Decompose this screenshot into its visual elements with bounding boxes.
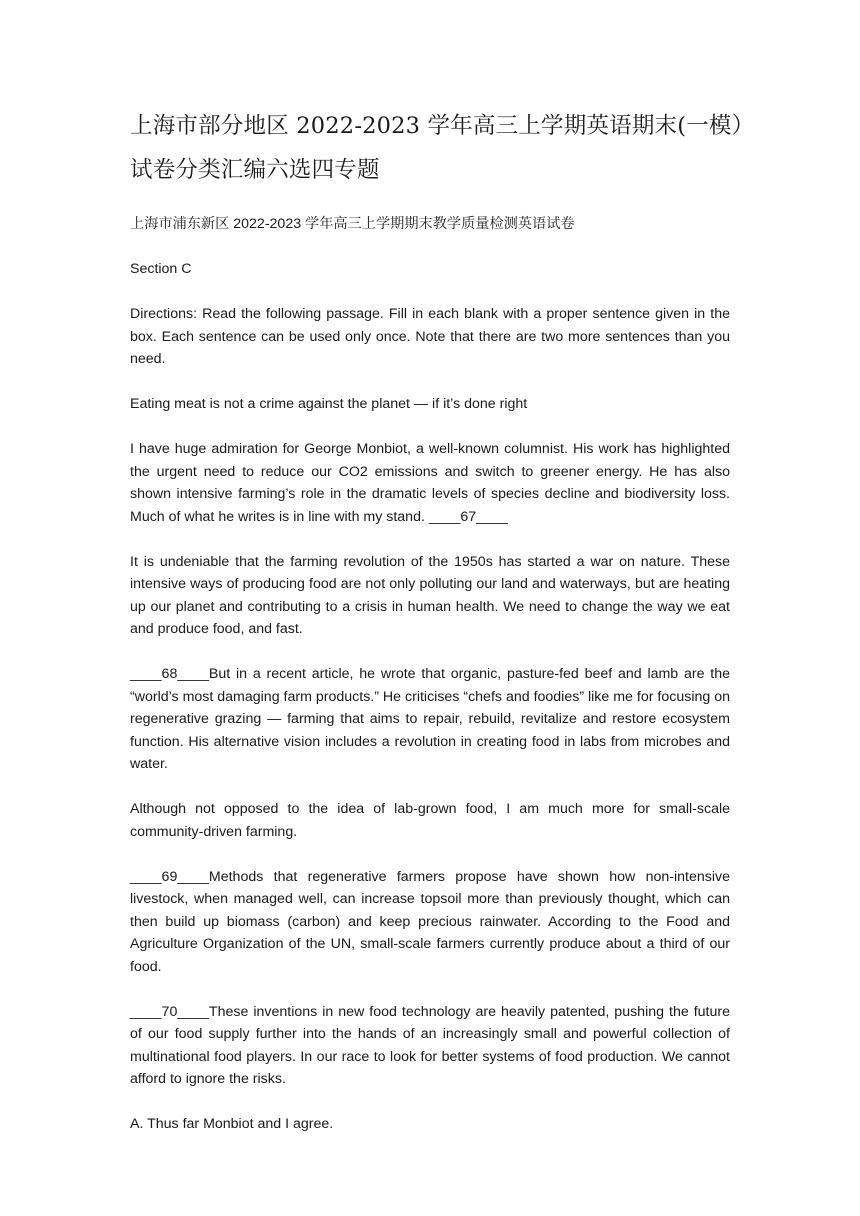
passage-title: Eating meat is not a crime against the planet — if it’s done right (130, 396, 528, 412)
paragraph-4: Although not opposed to the idea of lab-grown food, I am much more for small-scale community-driven farming. (130, 801, 730, 840)
exam-subtitle: 上海市浦东新区 2022-2023 学年高三上学期期末教学质量检测英语试卷 (130, 216, 575, 232)
document-page (130, 104, 755, 1136)
title-line-2: 试卷分类汇编六选四专题 (130, 157, 380, 183)
paragraph-3: ____68____But in a recent article, he wrote that organic, pasture-fed beef and lamb are the “world’s most damaging farm products.” He criticises “chefs and foodies” like me for focusing on regenerative grazing — farming that aims to repair, rebuild, revitalize and restore ecosystem function. His alternative vision includes a revolution in creating food in labs from microbes and water. (130, 666, 730, 772)
paragraph-6: ____70____These inventions in new food technology are heavily patented, pushing the future of our food supply further into the hands of an increasingly small and powerful collection of multinational food players. In our race to look for better systems of food production. We cannot afford to ignore the risks. (130, 1003, 730, 1087)
section-heading: Section C (130, 261, 192, 277)
document-title (130, 104, 755, 192)
option-a: A. Thus far Monbiot and I agree. (130, 1116, 334, 1132)
paragraph-5: ____69____Methods that regenerative farmers propose have shown how non-intensive livestock, when managed well, can increase topsoil more than previously thought, which can then build up biomass (carbon) and keep precious rainwater. According to the Food and Agriculture Organization of the UN, small-scale farmers currently produce about a third of our food. (130, 868, 730, 975)
paragraph-2: It is undeniable that the farming revolution of the 1950s has started a war on nature. These intensive ways of producing food are not only polluting our land and waterways, but are heating up our planet and contributing to a crisis in human health. We need to change the way we eat and produce food, and fast. (130, 553, 730, 637)
paragraph-1: I have huge admiration for George Monbiot, a well-known columnist. His work has highlighted the urgent need to reduce our CO2 emissions and switch to greener energy. He has also shown intensive farming’s role in the dramatic levels of species decline and biodiversity loss. Much of what he writes is in line with my stand. ____67____ (130, 441, 730, 525)
directions-text: Directions: Read the following passage. Fill in each blank with a proper sentence given in the box. Each sentence can be used only once. Note that there are two more sentences than you need. (130, 306, 730, 367)
title-line-1: 上海市部分地区 2022-2023 学年高三上学期英语期末(一模） (130, 113, 755, 139)
